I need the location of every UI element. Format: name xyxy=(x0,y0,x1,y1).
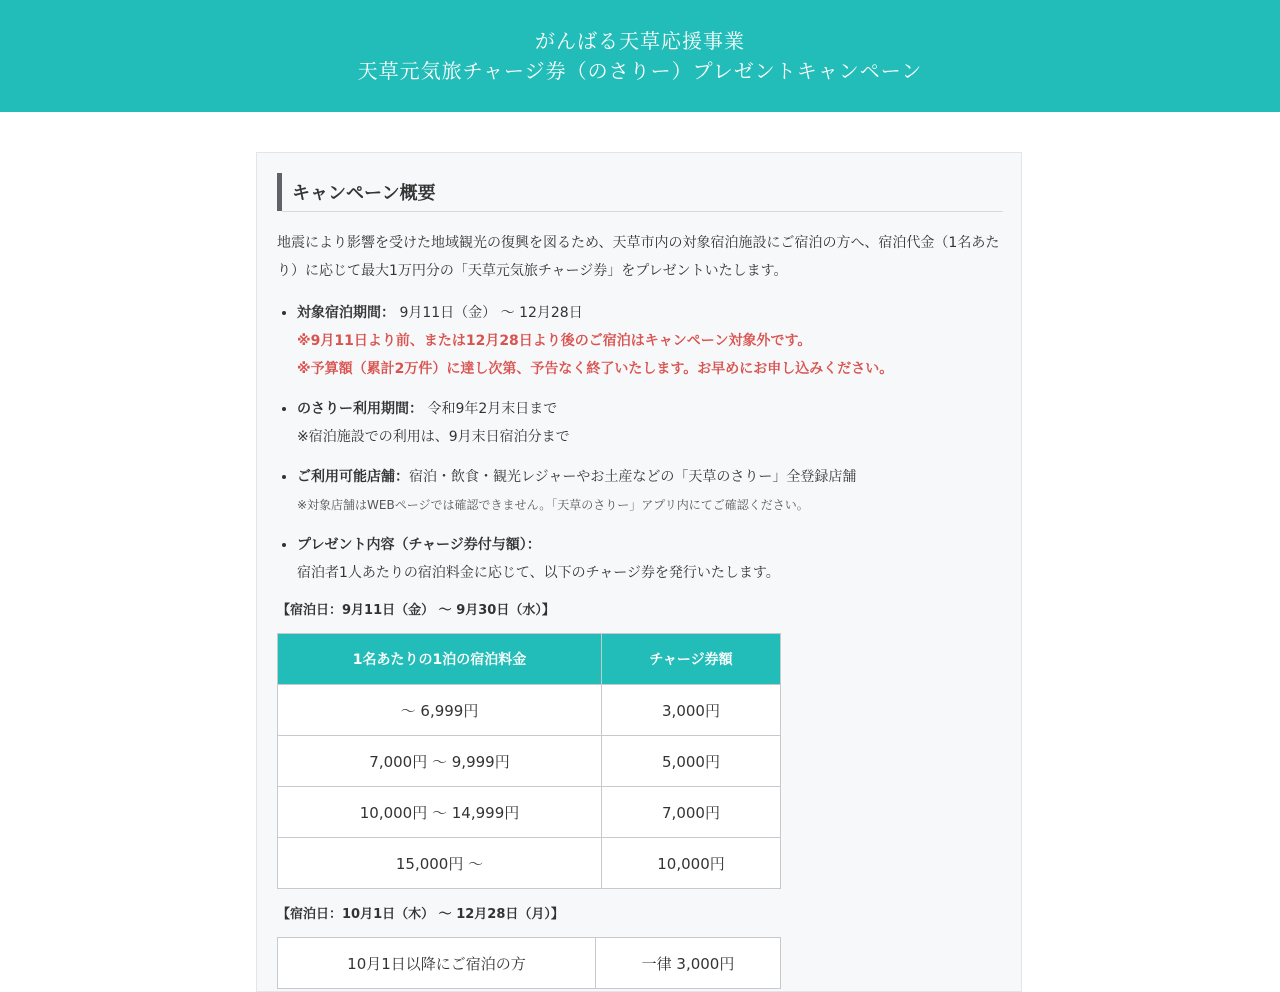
page-header xyxy=(0,0,1280,112)
table2-caption: 【宿泊日：10月1日（木） 〜 12月28日（月）】 xyxy=(277,907,564,922)
shops-label: ご利用可能店舗： xyxy=(297,469,409,485)
campaign-points-list xyxy=(277,299,1003,587)
table-cell-price: 〜 6,999円 xyxy=(278,685,602,736)
table-row xyxy=(278,685,781,736)
table-cell-amount: 5,000円 xyxy=(602,736,781,787)
table-header-row xyxy=(278,634,781,685)
table-cell-amount: 7,000円 xyxy=(602,787,781,838)
table-cell-amount: 3,000円 xyxy=(602,685,781,736)
table-row xyxy=(278,787,781,838)
fee-table-october xyxy=(277,937,781,989)
table-cell-price: 10,000円 〜 14,999円 xyxy=(278,787,602,838)
list-item-shops xyxy=(297,463,1003,519)
table-row xyxy=(278,736,781,787)
list-item-stay-period xyxy=(297,299,1003,383)
section-title: キャンペーン概要 xyxy=(277,173,1003,211)
use-period-value: 令和9年2月末日まで xyxy=(423,401,558,417)
table-header-price: 1名あたりの1泊の宿泊料金 xyxy=(278,634,602,685)
header-title-line1: がんばる天草応援事業 xyxy=(535,29,745,53)
shops-note: ※対象店舗はWEBページでは確認できません。「天草のさりー」アプリ内にてご確認ください。 xyxy=(297,498,809,512)
use-period-note: ※宿泊施設での利用は、9月末日宿泊分まで xyxy=(297,429,570,445)
campaign-overview-card xyxy=(256,152,1022,992)
table-row xyxy=(278,938,781,989)
table-cell-price: 15,000円 〜 xyxy=(278,838,602,889)
list-item-use-period xyxy=(297,395,1003,451)
table-cell-condition: 10月1日以降にご宿泊の方 xyxy=(278,938,596,989)
table-cell-price: 7,000円 〜 9,999円 xyxy=(278,736,602,787)
table1-caption: 【宿泊日：9月11日（金） 〜 9月30日（水）】 xyxy=(277,603,555,618)
intro-text: 地震により影響を受けた地域観光の復興を図るため、天草市内の対象宿泊施設にご宿泊の方へ、宿泊代金（1名あたり）に応じて最大1万円分の「天草元気旅チャージ券」をプレゼントいたします。 xyxy=(277,235,1000,279)
table-row xyxy=(278,838,781,889)
shops-value: 宿泊・飲食・観光レジャーやお土産などの「天草のさりー」全登録店舗 xyxy=(409,469,857,485)
present-value: 宿泊者1人あたりの宿泊料金に応じて、以下のチャージ券を発行いたします。 xyxy=(297,565,780,581)
header-title-line2: 天草元気旅チャージ券（のさりー）プレゼントキャンペーン xyxy=(357,59,923,83)
stay-period-note2: ※予算額（累計2万件）に達し次第、予告なく終了いたします。お早めにお申し込みください。 xyxy=(297,361,894,377)
table-cell-amount: 10,000円 xyxy=(602,838,781,889)
title-divider xyxy=(282,211,1003,212)
table-header-amount: チャージ券額 xyxy=(602,634,781,685)
present-label: プレゼント内容（チャージ券付与額）： xyxy=(297,537,541,553)
table-cell-amount: 一律 3,000円 xyxy=(596,938,781,989)
fee-table-september xyxy=(277,633,781,889)
stay-period-note1: ※9月11日より前、または12月28日より後のご宿泊はキャンペーン対象外です。 xyxy=(297,333,812,349)
stay-period-label: 対象宿泊期間： xyxy=(297,305,395,321)
use-period-label: のさりー利用期間： xyxy=(297,401,423,417)
list-item-present xyxy=(297,531,1003,587)
stay-period-value: 9月11日（金） 〜 12月28日 xyxy=(395,305,583,321)
